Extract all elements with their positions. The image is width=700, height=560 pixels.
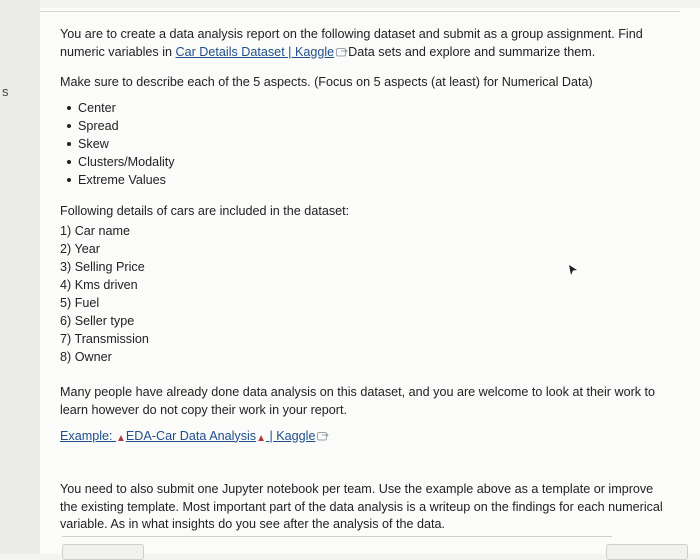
external-link-icon[interactable] [336, 45, 348, 63]
list-item: 8) Owner [60, 350, 112, 365]
intro-text-after: Data sets and explore and summarize them. [348, 44, 596, 59]
car-details-dataset-link[interactable]: Car Details Dataset | Kaggle [175, 44, 335, 59]
list-item: Spread [78, 117, 670, 135]
side-letter: s [2, 84, 9, 99]
list-item: 3) Selling Price [60, 260, 145, 275]
assignment-content [60, 26, 670, 534]
bottom-right-button[interactable] [606, 544, 688, 560]
list-item: 1) Car name [60, 224, 130, 239]
top-divider [40, 11, 680, 12]
list-item: Skew [78, 135, 670, 153]
list-item: Center [78, 99, 670, 117]
list-item: 7) Transmission [60, 332, 149, 347]
list-item: 2) Year [60, 242, 100, 257]
list-item: Extreme Values [78, 171, 670, 189]
example-link-text: EDA-Car Data Analysis [125, 428, 257, 443]
aspects-list [60, 99, 670, 189]
example-link[interactable] [60, 429, 315, 443]
car-icon: ▲ [116, 432, 126, 444]
list-item: 6) Seller type [60, 314, 135, 329]
example-line [60, 428, 670, 448]
external-link-icon[interactable] [317, 429, 329, 447]
intro-paragraph [60, 26, 670, 62]
bottom-divider [62, 536, 612, 537]
aspects-instruction: Make sure to describe each of the 5 aspects. (Focus on 5 aspects (at least) for Numerical Data) [60, 75, 593, 90]
intro-text-before: You are to create a data analysis report on the following dataset and submit as a group assignment. Find numeric variables in [60, 27, 643, 59]
list-item: 5) Fuel [60, 296, 100, 311]
left-margin-strip [0, 0, 40, 554]
jupyter-note: You need to also submit one Jupyter notebook per team. Use the example above as a template or improve the existing template. Most important part of the data analysis is a writeup on the findings for each numerical variable. As in what insights do you see after the analysis of the data. [60, 482, 663, 532]
list-item: Clusters/Modality [78, 153, 670, 171]
car-icon: ▲ [256, 432, 266, 444]
list-item: 4) Kms driven [60, 278, 138, 293]
details-heading: Following details of cars are included in the dataset: [60, 203, 350, 218]
others-work-note: Many people have already done data analysis on this dataset, and you are welcome to look at their work to learn however do not copy their work in your report. [60, 385, 656, 417]
bottom-left-button[interactable] [62, 544, 144, 560]
example-prefix: Example: [60, 428, 116, 443]
example-kaggle-text: | Kaggle [266, 428, 316, 443]
dataset-details [60, 203, 670, 367]
